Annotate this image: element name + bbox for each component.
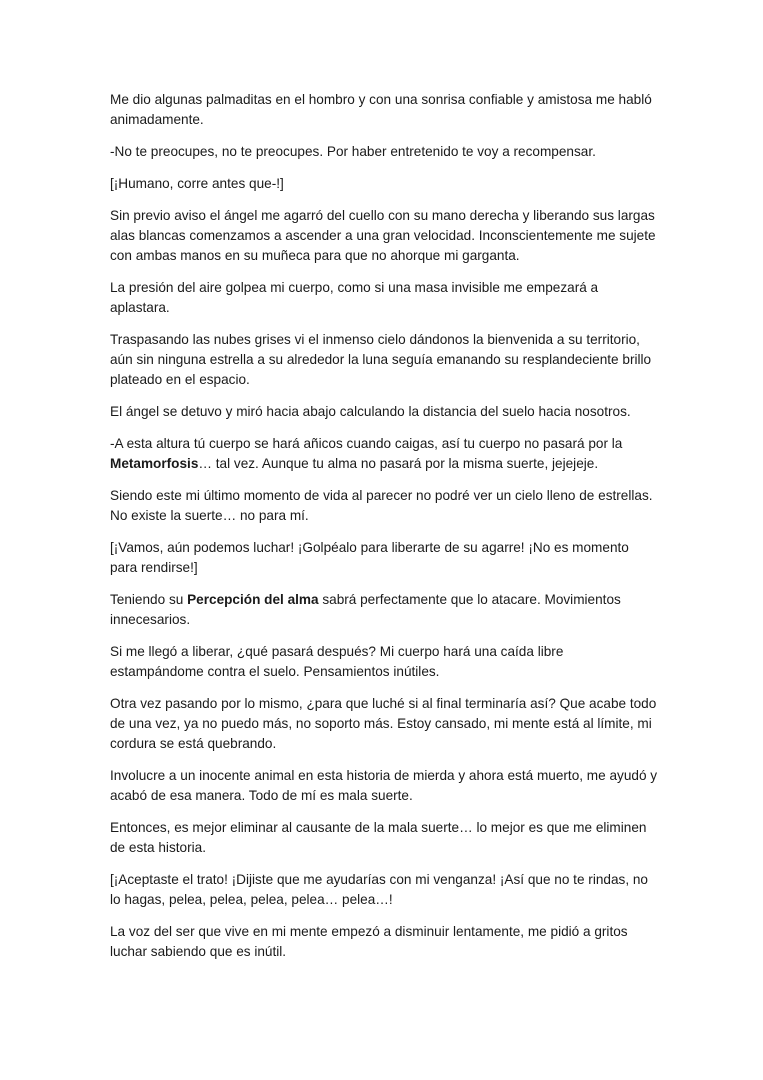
text-run: El ángel se detuvo y miró hacia abajo calculando la distancia del suelo hacia nosotros. bbox=[110, 404, 631, 419]
text-run: [¡Humano, corre antes que-!] bbox=[110, 176, 284, 191]
paragraph-p8 bbox=[110, 434, 658, 474]
paragraph-p12 bbox=[110, 642, 658, 682]
document-body bbox=[110, 90, 658, 974]
paragraph-p16 bbox=[110, 870, 658, 910]
text-run: [¡Vamos, aún podemos luchar! ¡Golpéalo para liberarte de su agarre! ¡No es momento para rendirse!] bbox=[110, 540, 629, 575]
text-run: Entonces, es mejor eliminar al causante de la mala suerte… lo mejor es que me eliminen de esta historia. bbox=[110, 820, 647, 855]
text-run: … tal vez. Aunque tu alma no pasará por la misma suerte, jejejeje. bbox=[198, 456, 599, 471]
paragraph-p17 bbox=[110, 922, 658, 962]
text-run: Sin previo aviso el ángel me agarró del cuello con su mano derecha y liberando sus largas alas blancas comenzamos a ascender a una gran velocidad. Inconscientemente me sujete con ambas manos en su muñeca para que no ahorque mi garganta. bbox=[110, 208, 656, 263]
paragraph-p5 bbox=[110, 278, 658, 318]
bold-term: Percepción del alma bbox=[187, 592, 319, 607]
text-run: La voz del ser que vive en mi mente empezó a disminuir lentamente, me pidió a gritos luchar sabiendo que es inútil. bbox=[110, 924, 628, 959]
paragraph-p10 bbox=[110, 538, 658, 578]
text-run: -A esta altura tú cuerpo se hará añicos cuando caigas, así tu cuerpo no pasará por la bbox=[110, 436, 623, 451]
text-run: Teniendo su bbox=[110, 592, 188, 607]
paragraph-p1 bbox=[110, 90, 658, 130]
text-run: Me dio algunas palmaditas en el hombro y con una sonrisa confiable y amistosa me habló animadamente. bbox=[110, 92, 652, 127]
text-run: La presión del aire golpea mi cuerpo, como si una masa invisible me empezará a aplastara. bbox=[110, 280, 599, 315]
text-run: Involucre a un inocente animal en esta historia de mierda y ahora está muerto, me ayudó y acabó de esa manera. Todo de mí es mala suerte. bbox=[110, 768, 658, 803]
text-run: Traspasando las nubes grises vi el inmenso cielo dándonos la bienvenida a su territorio, aún sin ninguna estrella a su alrededor la luna seguía emanando su resplandeciente brillo plateado en el espacio. bbox=[110, 332, 652, 387]
paragraph-p11 bbox=[110, 590, 658, 630]
paragraph-p7 bbox=[110, 402, 658, 422]
paragraph-p2 bbox=[110, 142, 658, 162]
text-run: -No te preocupes, no te preocupes. Por haber entretenido te voy a recompensar. bbox=[110, 144, 596, 159]
paragraph-p3 bbox=[110, 174, 658, 194]
bold-term: Metamorfosis bbox=[110, 456, 199, 471]
paragraph-p15 bbox=[110, 818, 658, 858]
paragraph-p4 bbox=[110, 206, 658, 266]
paragraph-p14 bbox=[110, 766, 658, 806]
text-run: Otra vez pasando por lo mismo, ¿para que luché si al final terminaría así? Que acabe todo de una vez, ya no puedo más, no soporto más. Estoy cansado, mi mente está al límite, mi cordura se está quebrando. bbox=[110, 696, 657, 751]
text-run: [¡Aceptaste el trato! ¡Dijiste que me ayudarías con mi venganza! ¡Así que no te rindas, no lo hagas, pelea, pelea, pelea, pelea… pelea…! bbox=[110, 872, 648, 907]
paragraph-p6 bbox=[110, 330, 658, 390]
paragraph-p13 bbox=[110, 694, 658, 754]
text-run: sabrá perfectamente que lo atacare. Movimientos innecesarios. bbox=[110, 592, 621, 627]
paragraph-p9 bbox=[110, 486, 658, 526]
text-run: Si me llegó a liberar, ¿qué pasará después? Mi cuerpo hará una caída libre estampándome contra el suelo. Pensamientos inútiles. bbox=[110, 644, 564, 679]
text-run: Siendo este mi último momento de vida al parecer no podré ver un cielo lleno de estrellas. No existe la suerte… no para mí. bbox=[110, 488, 653, 523]
